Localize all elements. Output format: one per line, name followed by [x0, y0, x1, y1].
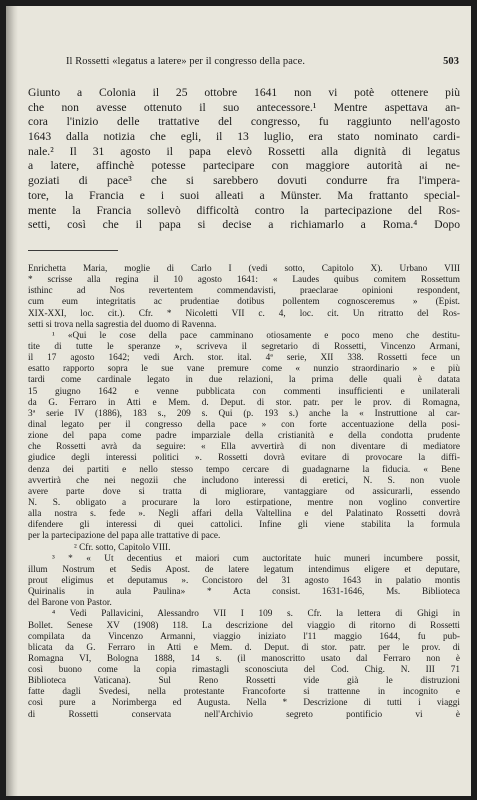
footnote-line: ³ * « Ut decentius et maiori cum auctoritate huic muneri incumbere possit,: [52, 553, 460, 564]
footnote-line: ⁴ Vedi Pallavicini, Alessandro VII I 109 s. Cfr. la lettera di Ghigi in: [52, 609, 460, 620]
body-line: tore, la Francia e i suoi alleati a Münster. Ma frattanto special-: [28, 188, 460, 202]
footnote-line: da G. Ferraro in Atti e Mem. d. Deput. di stor. patr. per le prov. di Romagna,: [28, 397, 460, 408]
footnotes: [28, 264, 460, 721]
footnote-line: che Rossetti avrà da seguire: « Ella avvertirà di non diventare di mediatore: [28, 442, 460, 453]
body-line: mente la Francia sollevò difficoltà contro la partecipazione del Ros-: [28, 203, 460, 217]
body-line: setti, così che il papa si decise a richiamarlo a Roma.⁴ Dopo: [28, 218, 460, 232]
footnote-line: denza dei partiti e nello stesso tempo cercare di guadagnarne la fiducia. « Bene: [28, 464, 460, 475]
footnote-line: Bollet. Senese XV (1908) 118. La descrizione del viaggio di ritorno di Rossetti: [28, 620, 460, 631]
footnote-line: illum Nostrum et Sedis Apost. de latere legatum intendimus eligere et deputare,: [28, 564, 460, 575]
footnote-line: esatto rapporto sopra le sue vane premure come « nunzio straordinario » e più: [28, 364, 460, 375]
footnote-line: alla nostra s. fede ». Negli affari della Valtellina e del Palatinato Rossetti dovrà: [28, 509, 460, 520]
footnote-line: tardi come cardinale legato in due relazioni, la prima delle quali è datata: [28, 375, 460, 386]
footnote-line: così pure a Norimberga ed Augusta. Nella * Descrizione di tutti i viaggi: [28, 698, 460, 709]
footnote-line: giudice degli interessi politici ». Rossetti dovrà evitare di provocare la diffi-: [28, 453, 460, 464]
footnote-line: avvertirà che nei negozii che includono interessi di eretici, N. S. non vuole: [28, 475, 460, 486]
footnote-line: Quirinalis in aula Paulina» * Acta consist. 1631-1646, Ms. Biblioteca: [28, 587, 460, 598]
footnote-line: tite di tutte le speranze », scriveva il segretario di Rossetti, Vincenzo Armani,: [28, 341, 460, 352]
running-title: Il Rossetti «legatus a latere» per il congresso della pace.: [66, 56, 306, 67]
main-text: [28, 86, 460, 233]
footnote-line: di Rossetti conservata nell'Archivio segreto pontificio vi è: [28, 709, 460, 720]
body-line: cora l'inizio delle trattative del congresso, fu raggiunto nell'agosto: [28, 115, 460, 129]
page-spine-shadow: [6, 6, 18, 796]
footnote-line: dinal legato per il congresso della pace » con forte accentuazione della posi-: [28, 419, 460, 430]
footnote-line: per la partecipazione del papa alle trattative di pace.: [28, 531, 221, 542]
body-line: goziati di pace³ che si sarebbero dovuti condurre fra l'impera-: [28, 174, 460, 188]
footnote-line: compilata da Vincenzo Armanni, viaggio iniziato l'11 maggio 1644, fu pub-: [28, 631, 460, 642]
book-page: [6, 6, 471, 796]
footnote-line: difendere gli interessi di quei cattolici. Infine gli viene stabilita la formula: [28, 520, 460, 531]
footnote-line: XIX-XXI, loc. cit.). Cfr. * Nicoletti VII c. 4, loc. cit. Un ritratto del Ros-: [28, 308, 460, 319]
footnote-line: zione del papa come padre imparziale della cristianità e della condotta prudente: [28, 431, 460, 442]
footnote-line: isthinc ad Nos revertentem commendavisti, praeclarae opinioni respondent,: [28, 286, 460, 297]
footnote-line: ² Cfr. sotto, Capitolo VIII.: [74, 542, 171, 553]
footnote-line: Romagna VI, Bologna 1888, 14 s. (il manoscritto usato dal Ferraro non è: [28, 653, 460, 664]
footnote-line: ¹ «Qui le cose della pace camminano otiosamente e poco meno che destitu-: [52, 330, 460, 341]
footnote-line: avere parte dove si tratta di migliorare, vantaggiare od assicurarli, essendo: [28, 486, 460, 497]
footnote-line: cum eum integritatis ac prudentiae dotibus pollentem cognosceremus » (Epist.: [28, 297, 460, 308]
footnote-line: 3ª serie IV (1886), 183 s., 209 s. Qui (p. 193 s.) anche la « Instruttione al car-: [28, 408, 460, 419]
footnote-line: del Barone von Pastor.: [28, 598, 112, 609]
footnote-line: setti si trova nella sagrestia del duomo di Ravenna.: [28, 319, 217, 330]
footnote-line: N. S. obligato a procurare la loro estirpatione, mentre non voglino convertire: [28, 497, 460, 508]
footnote-line: così buono come la copia rimastagli sconosciuta del Cod. Chig. N. III 71: [28, 665, 460, 676]
body-line: 1643 dalla notizia che egli, il 13 luglio, era stato nominato cardi-: [28, 130, 460, 144]
body-line: nale.² Il 31 agosto il papa elevò Rossetti alla dignità di legatus: [28, 144, 460, 158]
footnote-line: prout eligimus et deputamus ». Concistoro del 31 agosto 1643 in palatio montis: [28, 575, 460, 586]
footnote-line: Enrichetta Maria, moglie di Carlo I (vedi sotto, Capitolo X). Urbano VIII: [28, 264, 460, 274]
footnote-line: 15 giugno 1642 e venne pubblicata con commenti insufficienti e unilaterali: [28, 386, 460, 397]
footnote-line: blicata da G. Ferraro in Atti e Mem. d. Deput. di stor. patr. per le prov. di: [28, 642, 460, 653]
body-line: Giunto a Colonia il 25 ottobre 1641 non vi potè ottenere più: [28, 86, 460, 99]
footnote-line: * scrisse alla regina il 10 agosto 1641: « Laudes quibus comitem Rossettum: [28, 275, 460, 286]
page-header: [26, 56, 461, 72]
body-line: a latere, affinchè potesse partecipare con maggiore autorità ai ne-: [28, 159, 460, 173]
footnote-rule: [28, 250, 118, 251]
body-line: che non avesse ottenuto il suo antecessore.¹ Mentre aspettava an-: [28, 100, 460, 114]
footnote-line: il 17 agosto 1642; vedi Arch. stor. ital. 4ª serie, XII 338. Rossetti fece un: [28, 353, 460, 364]
footnote-line: Biblioteca Vaticana). Sul Reno Rossetti vide già le distruzioni: [28, 676, 460, 687]
footnote-line: fatte dagli Svedesi, nella protestante Francoforte si trattenne in incognito e: [28, 687, 460, 698]
page-number: 503: [443, 56, 459, 67]
